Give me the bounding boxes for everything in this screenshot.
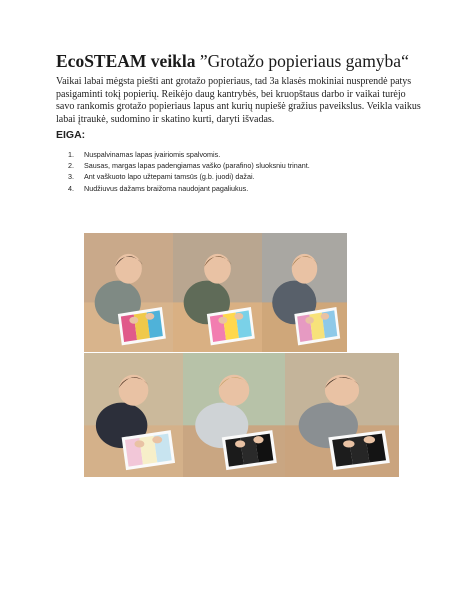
title-bold: EcoSTEAM veikla xyxy=(56,51,196,71)
step-number: 4. xyxy=(68,183,74,193)
steps-list xyxy=(56,149,396,194)
photo-coloring-paper-1 xyxy=(84,233,173,352)
section-heading: EIGA: xyxy=(56,129,86,141)
step-text: Nuspalvinamas lapas įvairiomis spalvomis. xyxy=(84,150,221,159)
step-number: 3. xyxy=(68,172,74,182)
list-item xyxy=(56,183,396,194)
list-item xyxy=(56,160,396,171)
photo-painting-black xyxy=(183,353,285,477)
photo-waxing-paper xyxy=(84,353,183,477)
page-title xyxy=(56,50,436,72)
list-item xyxy=(56,171,396,182)
photo-coloring-paper-3 xyxy=(262,233,347,352)
title-rest: ”Grotažo popieriaus gamyba“ xyxy=(195,51,409,71)
photo-coloring-paper-2 xyxy=(173,233,262,352)
intro-paragraph: Vaikai labai mėgsta piešti ant grotažo popieriaus, tad 3a klasės mokiniai nusprendė patys pasigaminti tokį popierių. Reikėjo daug kantrybės, bei kruopštaus darbo ir vaikai turėjo savo rankomis grotažo popieriaus lapus ant kurių nupiešė gražius paveikslus. Veikla vaikus labai įtraukė, sudomino ir skatino kurti, daryti išvadas. xyxy=(56,76,421,125)
step-text: Sausas, margas lapas padengiamas vaško (parafino) sluoksniu trinant. xyxy=(84,161,310,171)
photo-scratching-drawing xyxy=(285,353,399,477)
step-text: Nudžiuvus dažams braižoma naudojant pagaliukus. xyxy=(84,183,249,193)
step-number: 1. xyxy=(68,150,74,159)
step-number: 2. xyxy=(68,161,74,171)
list-item xyxy=(56,149,396,160)
step-text: Ant vaškuoto lapo užtepami tamsūs (g.b. juodi) dažai. xyxy=(84,172,255,182)
